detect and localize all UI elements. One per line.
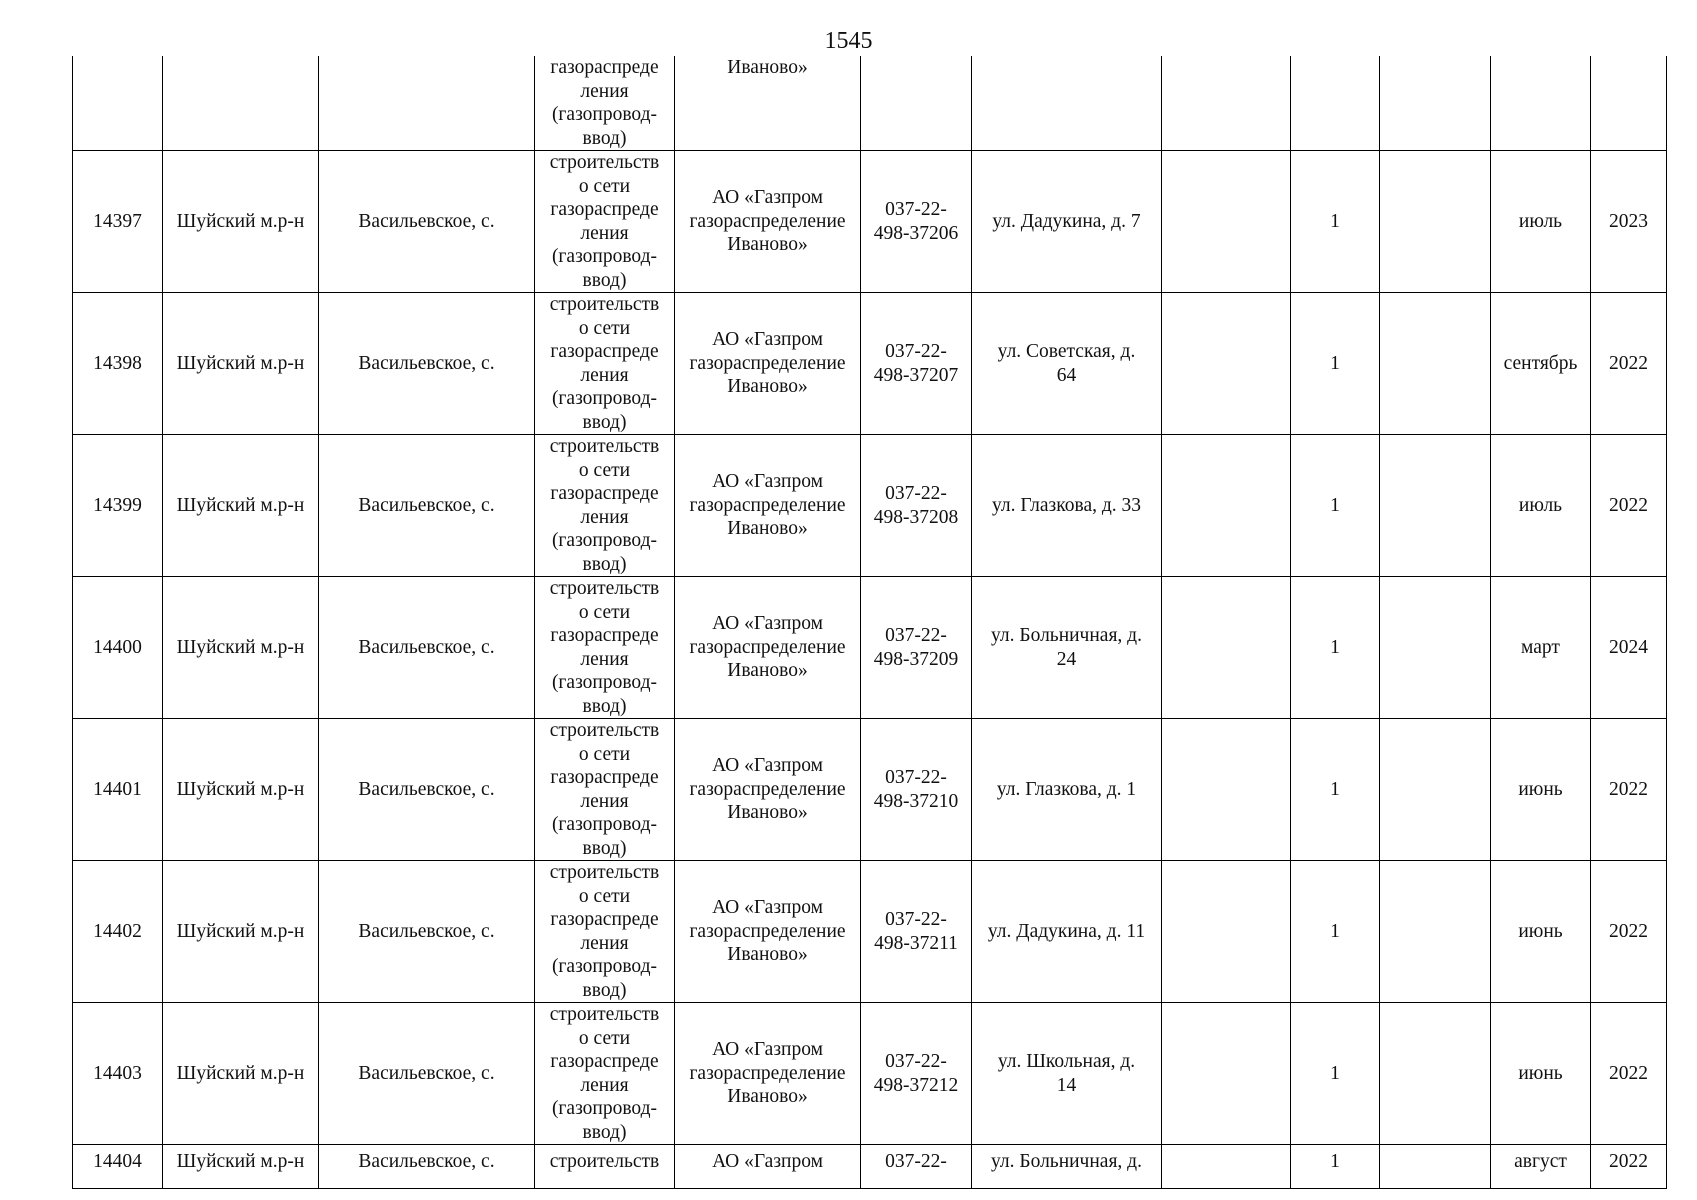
cell-year: 2024 [1591,577,1667,719]
cell-locality: Васильевское, с. [319,1145,535,1189]
cell-id: 14402 [73,861,163,1003]
cell-month: июнь [1491,1003,1591,1145]
cell-year: 2022 [1591,293,1667,435]
cell-code: 037-22- 498-37211 [861,861,972,1003]
cell-work-type: строительств о сети газораспреде ления (газопровод- ввод) [535,1003,675,1145]
cell-locality [319,56,535,151]
cell-work-type: строительств о сети газораспреде ления (газопровод- ввод) [535,861,675,1003]
cell-code: 037-22- 498-37208 [861,435,972,577]
cell-count: 1 [1291,861,1380,1003]
cell-locality: Васильевское, с. [319,861,535,1003]
cell-locality: Васильевское, с. [319,435,535,577]
cell-col10 [1380,56,1491,151]
cell-id [73,56,163,151]
cell-work-type: строительств о сети газораспреде ления (газопровод- ввод) [535,719,675,861]
cell-code: 037-22- 498-37209 [861,577,972,719]
cell-month: июнь [1491,719,1591,861]
table-row [73,293,1667,435]
gas-network-table [72,56,1667,1189]
cell-count: 1 [1291,719,1380,861]
cell-org: АО «Газпром газораспределение Иваново» [675,435,861,577]
cell-year: 2022 [1591,719,1667,861]
cell-org [675,56,861,151]
cell-year: 2023 [1591,151,1667,293]
cell-count: 1 [1291,151,1380,293]
cell-id: 14398 [73,293,163,435]
cell-address [972,56,1162,151]
cell-org: АО «Газпром газораспределение Иваново» [675,293,861,435]
cell-locality: Васильевское, с. [319,719,535,861]
table-row [73,151,1667,293]
page-number: 1545 [824,28,873,54]
cell-year: 2022 [1591,435,1667,577]
cell-address: ул. Дадукина, д. 11 [972,861,1162,1003]
cell-work-type: строительств о сети газораспреде ления (газопровод- ввод) [535,435,675,577]
cell-org: АО «Газпром газораспределение Иваново» [675,151,861,293]
cell-address: ул. Дадукина, д. 7 [972,151,1162,293]
carry-org: Иваново» [727,57,808,78]
cell-code: 037-22- 498-37212 [861,1003,972,1145]
cell-count: 1 [1291,293,1380,435]
cell-org: АО «Газпром газораспределение Иваново» [675,719,861,861]
cell-code: 037-22- 498-37206 [861,151,972,293]
cell-id: 14404 [73,1145,163,1189]
table-row [73,577,1667,719]
cell-col8 [1162,1145,1291,1189]
cell-col10 [1380,1145,1491,1189]
cell-district: Шуйский м.р-н [163,1003,319,1145]
table-row [73,719,1667,861]
cell-col8 [1162,861,1291,1003]
cell-district: Шуйский м.р-н [163,719,319,861]
cell-col8 [1162,719,1291,861]
cell-count: 1 [1291,435,1380,577]
cell-work-type [535,56,675,151]
cell-district: Шуйский м.р-н [163,435,319,577]
cell-code: 037-22- [861,1145,972,1189]
carry-work-type: газораспреде ления (газопровод- ввод) [550,57,659,149]
cell-col8 [1162,435,1291,577]
cell-code [861,56,972,151]
cell-org: АО «Газпром газораспределение Иваново» [675,861,861,1003]
cell-work-type: строительств о сети газораспреде ления (газопровод- ввод) [535,293,675,435]
cell-district: Шуйский м.р-н [163,861,319,1003]
cell-col8 [1162,151,1291,293]
cell-work-type: строительств о сети газораспреде ления (газопровод- ввод) [535,577,675,719]
cell-address: ул. Глазкова, д. 33 [972,435,1162,577]
cell-id: 14400 [73,577,163,719]
cell-count: 1 [1291,577,1380,719]
cell-col10 [1380,435,1491,577]
cell-col10 [1380,293,1491,435]
cell-district: Шуйский м.р-н [163,1145,319,1189]
cell-id: 14399 [73,435,163,577]
cell-col10 [1380,1003,1491,1145]
cell-address: ул. Школьная, д. 14 [972,1003,1162,1145]
cell-month: июнь [1491,861,1591,1003]
cell-month: июль [1491,435,1591,577]
table-row [73,1003,1667,1145]
cell-year: 2022 [1591,1145,1667,1189]
cell-address: ул. Больничная, д. 24 [972,577,1162,719]
cell-month: август [1491,1145,1591,1189]
table-row [73,1145,1667,1189]
cell-locality: Васильевское, с. [319,577,535,719]
cell-col8 [1162,577,1291,719]
cell-district: Шуйский м.р-н [163,577,319,719]
cell-year [1591,56,1667,151]
cell-month: март [1491,577,1591,719]
cell-code: 037-22- 498-37210 [861,719,972,861]
cell-org: АО «Газпром газораспределение Иваново» [675,1003,861,1145]
cell-address: ул. Советская, д. 64 [972,293,1162,435]
cell-count [1291,56,1380,151]
cell-col10 [1380,861,1491,1003]
cell-col10 [1380,577,1491,719]
cell-month: июль [1491,151,1591,293]
cell-address: ул. Больничная, д. [972,1145,1162,1189]
cell-col8 [1162,56,1291,151]
cell-col10 [1380,719,1491,861]
cell-district [163,56,319,151]
cell-locality: Васильевское, с. [319,293,535,435]
cell-count: 1 [1291,1145,1380,1189]
cell-id: 14401 [73,719,163,861]
cell-code: 037-22- 498-37207 [861,293,972,435]
cell-org: АО «Газпром [675,1145,861,1189]
cell-id: 14397 [73,151,163,293]
cell-locality: Васильевское, с. [319,151,535,293]
table-body [73,56,1667,1189]
cell-col10 [1380,151,1491,293]
cell-year: 2022 [1591,861,1667,1003]
cell-col8 [1162,1003,1291,1145]
cell-work-type: строительств [535,1145,675,1189]
cell-month [1491,56,1591,151]
cell-address: ул. Глазкова, д. 1 [972,719,1162,861]
cell-col8 [1162,293,1291,435]
cell-id: 14403 [73,1003,163,1145]
cell-year: 2022 [1591,1003,1667,1145]
cell-district: Шуйский м.р-н [163,293,319,435]
cell-locality: Васильевское, с. [319,1003,535,1145]
cell-org: АО «Газпром газораспределение Иваново» [675,577,861,719]
document-table-wrapper [72,56,1666,1189]
cell-work-type: строительств о сети газораспреде ления (газопровод- ввод) [535,151,675,293]
cell-month: сентябрь [1491,293,1591,435]
cell-count: 1 [1291,1003,1380,1145]
cell-district: Шуйский м.р-н [163,151,319,293]
table-row [73,861,1667,1003]
table-row [73,435,1667,577]
carry-over-row [73,56,1667,151]
